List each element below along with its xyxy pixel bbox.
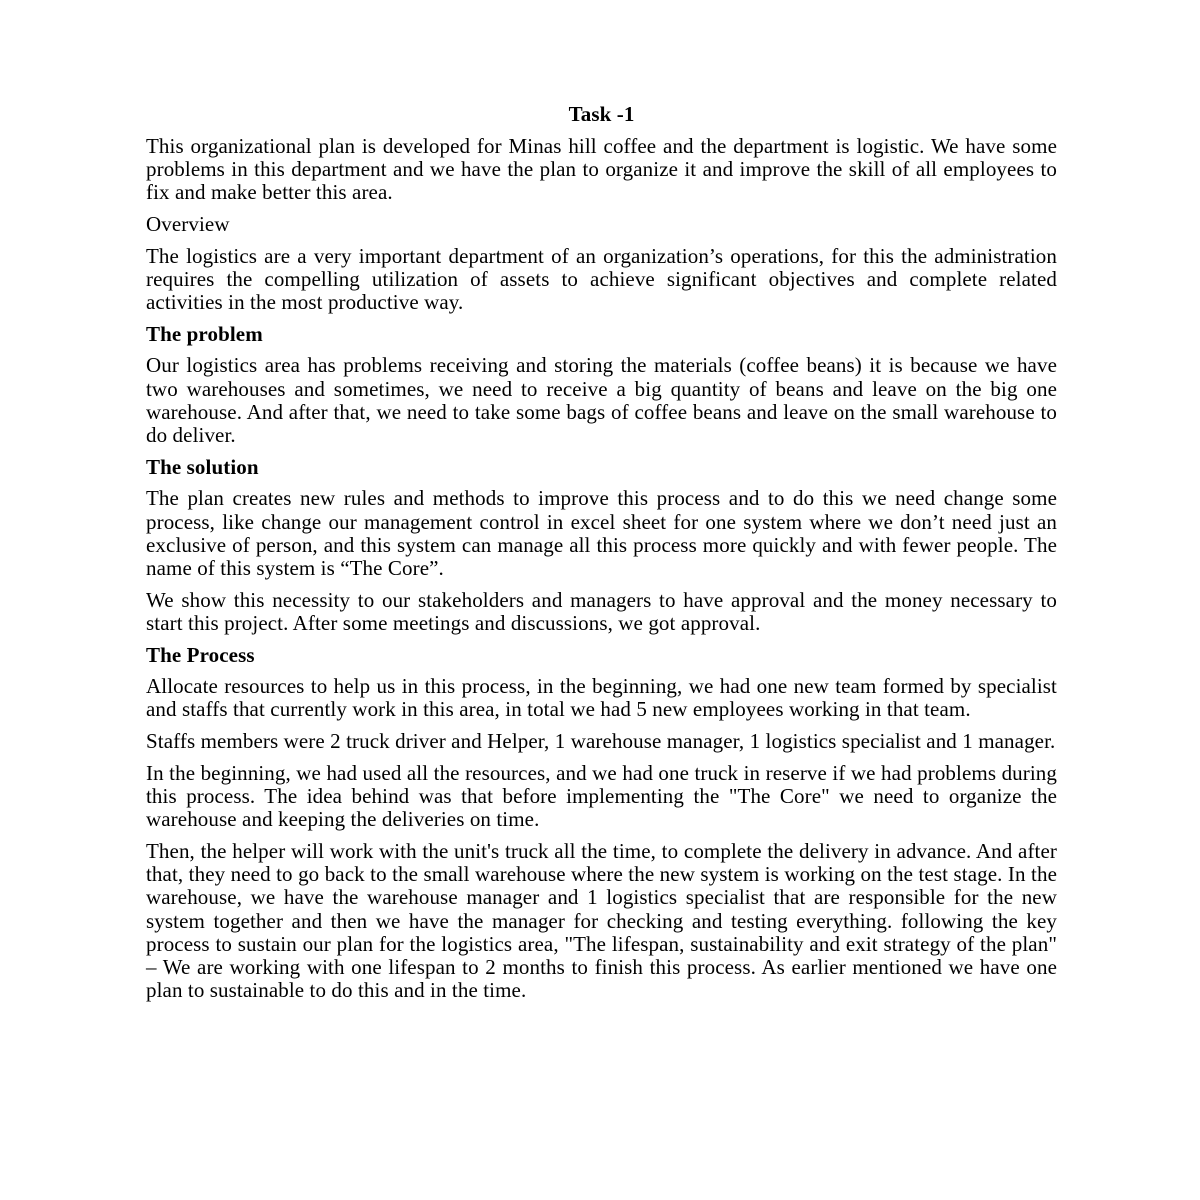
overview-label: Overview bbox=[146, 211, 230, 236]
process-paragraph-1: Allocate resources to help us in this process, in the beginning, we had one new team formed by specialist and staffs that currently work in this area, in total we had 5 new employees working in that team. bbox=[146, 674, 1057, 722]
process-heading: The Process bbox=[146, 642, 255, 667]
problem-paragraph: Our logistics area has problems receiving and storing the materials (coffee beans) it is because we have two warehouses and sometimes, we need to receive a big quantity of beans and leave on the big one warehouse. And after that, we need to take some bags of coffee beans and leave on the small warehouse to do deliver. bbox=[146, 353, 1057, 447]
solution-paragraph-1: The plan creates new rules and methods to improve this process and to do this we need change some process, like change our management control in excel sheet for one system where we don’t need just an exclusive of person, and this system can manage all this process more quickly and with fewer people. The name of this system is “The Core”. bbox=[146, 486, 1057, 580]
problem-heading: The problem bbox=[146, 321, 263, 346]
document-content bbox=[146, 103, 1057, 1011]
process-paragraph-3: In the beginning, we had used all the resources, and we had one truck in reserve if we had problems during this process. The idea behind was that before implementing the "The Core" we need to organize the warehouse and keeping the deliveries on time. bbox=[146, 760, 1057, 832]
intro-paragraph: This organizational plan is developed for Minas hill coffee and the department is logistic. We have some problems in this department and we have the plan to organize it and improve the skill of all employees to fix and make better this area. bbox=[146, 133, 1057, 205]
process-paragraph-4: Then, the helper will work with the unit's truck all the time, to complete the delivery in advance. And after that, they need to go back to the small warehouse where the new system is working on the test stage. In the warehouse, we have the warehouse manager and 1 logistics specialist that are responsible for the new system together and then we have the manager for checking and testing everything. following the key process to sustain our plan for the logistics area, "The lifespan, sustainability and exit strategy of the plan" – We are working with one lifespan to 2 months to finish this process. As earlier mentioned we have one plan to sustainable to do this and in the time. bbox=[146, 838, 1057, 1003]
solution-paragraph-2: We show this necessity to our stakeholders and managers to have approval and the money necessary to start this project. After some meetings and discussions, we got approval. bbox=[146, 587, 1057, 635]
document-title: Task -1 bbox=[568, 102, 635, 126]
overview-paragraph: The logistics are a very important department of an organization’s operations, for this the administration requires the compelling utilization of assets to achieve significant objectives and complete related activities in the most productive way. bbox=[146, 243, 1057, 314]
process-paragraph-2: Staffs members were 2 truck driver and Helper, 1 warehouse manager, 1 logistics specialist and 1 manager. bbox=[146, 729, 1056, 754]
solution-heading: The solution bbox=[146, 454, 259, 479]
